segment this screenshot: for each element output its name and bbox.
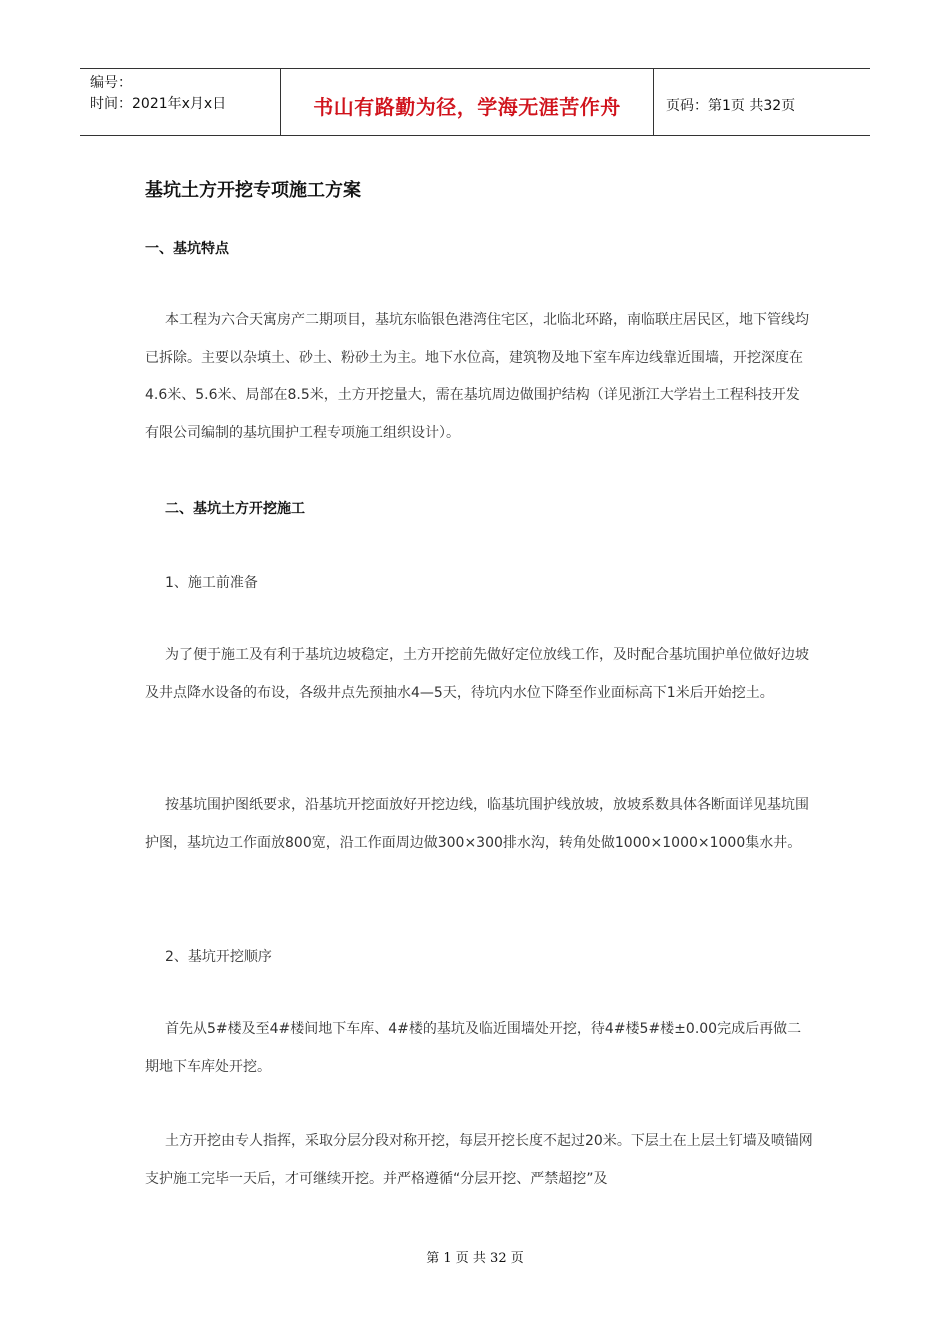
- page-footer-number: 第 1 页 共 32 页: [426, 1251, 524, 1266]
- section2-heading: 二、基坑土方开挖施工: [165, 501, 305, 517]
- subsection2-paragraph-2: 土方开挖由专人指挥，采取分层分段对称开挖，每层开挖长度不起过20米。下层土在上层土钉墙及喷锚网支护施工完毕一天后，才可继续开挖。并严格遵循“分层开挖、严禁超挖”及: [145, 1133, 813, 1187]
- header-motto: 书山有路勤为径，学海无涯苦作舟: [281, 69, 654, 135]
- section1-heading: 一、基坑特点: [145, 241, 229, 257]
- subsection1-paragraph-2: 按基坑围护图纸要求，沿基坑开挖面放好开挖边线，临基坑围护线放坡，放坡系数具体各断面详见基坑围护图，基坑边工作面放800宽，沿工作面周边做300×300排水沟，转角处做1000×1000×1000集水井。: [145, 797, 809, 851]
- document-title: 基坑土方开挖专项施工方案: [145, 180, 361, 201]
- serial-label: 编号：: [90, 75, 132, 91]
- time-label: 时间：2021年x月x日: [90, 96, 227, 112]
- section1-paragraph: 本工程为六合天寓房产二期项目，基坑东临银色港湾住宅区，北临北环路，南临联庄居民区，地下管线均已拆除。主要以杂填土、砂土、粉砂土为主。地下水位高，建筑物及地下室车库边线靠近围墙，开挖深度在4.6米、5.6米、局部在8.5米，土方开挖量大，需在基坑周边做围护结构（详见浙江大学岩土工程科技开发有限公司编制的基坑围护工程专项施工组织设计）。: [145, 312, 809, 441]
- page-header: [80, 68, 870, 136]
- subsection1-paragraph-1: 为了便于施工及有利于基坑边坡稳定，土方开挖前先做好定位放线工作，及时配合基坑围护单位做好边坡及井点降水设备的布设，各级井点先预抽水4—5天，待坑内水位下降至作业面标高下1米后开始挖土。: [145, 647, 809, 701]
- header-meta-cell: [80, 69, 281, 135]
- subsection2-heading: 2、基坑开挖顺序: [165, 949, 272, 965]
- header-page-info: 页码：第1页 共32页: [666, 98, 796, 114]
- subsection1-heading: 1、施工前准备: [165, 575, 258, 591]
- subsection2-paragraph-1: 首先从5#楼及至4#楼间地下车库、4#楼的基坑及临近围墙处开挖，待4#楼5#楼±0.00完成后再做二期地下车库处开挖。: [145, 1021, 802, 1075]
